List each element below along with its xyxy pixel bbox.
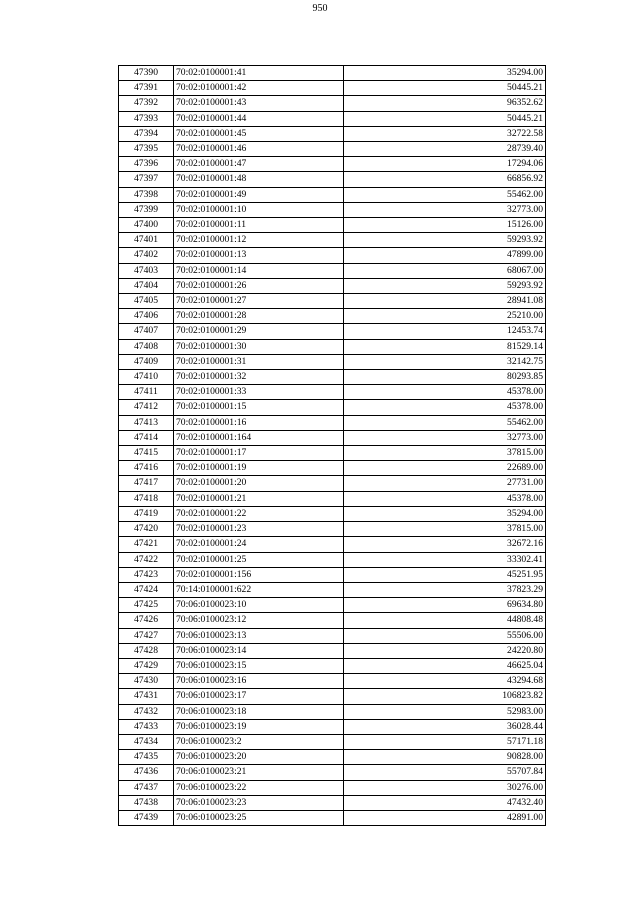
value-cell: 32773.00 (344, 202, 546, 217)
value-cell: 32672.16 (344, 537, 546, 552)
cadastral-number-cell: 70:02:0100001:49 (174, 187, 344, 202)
value-cell: 55506.00 (344, 628, 546, 643)
cadastral-number-cell: 70:14:0100001:622 (174, 582, 344, 597)
cadastral-number-cell: 70:02:0100001:14 (174, 263, 344, 278)
cadastral-number-cell: 70:02:0100001:45 (174, 126, 344, 141)
table-row (119, 567, 546, 582)
page-number: 950 (312, 3, 328, 14)
table-row (119, 400, 546, 415)
table-row (119, 385, 546, 400)
cadastral-number-cell: 70:06:0100023:10 (174, 598, 344, 613)
table-row (119, 598, 546, 613)
row-number-cell: 47418 (119, 491, 174, 506)
table-row (119, 218, 546, 233)
row-number-cell: 47401 (119, 233, 174, 248)
table-row (119, 719, 546, 734)
value-cell: 36028.44 (344, 719, 546, 734)
row-number-cell: 47433 (119, 719, 174, 734)
value-cell: 80293.85 (344, 370, 546, 385)
cadastral-number-cell: 70:02:0100001:44 (174, 111, 344, 126)
value-cell: 32142.75 (344, 354, 546, 369)
row-number-cell: 47426 (119, 613, 174, 628)
cadastral-number-cell: 70:02:0100001:41 (174, 66, 344, 81)
table-row (119, 370, 546, 385)
row-number-cell: 47408 (119, 339, 174, 354)
table-row (119, 309, 546, 324)
value-cell: 12453.74 (344, 324, 546, 339)
table-row (119, 96, 546, 111)
row-number-cell: 47421 (119, 537, 174, 552)
row-number-cell: 47424 (119, 582, 174, 597)
row-number-cell: 47413 (119, 415, 174, 430)
value-cell: 45378.00 (344, 385, 546, 400)
table-row (119, 233, 546, 248)
value-cell: 47899.00 (344, 248, 546, 263)
table-row (119, 476, 546, 491)
cadastral-number-cell: 70:02:0100001:13 (174, 248, 344, 263)
table-row (119, 66, 546, 81)
value-cell: 32773.00 (344, 430, 546, 445)
cadastral-number-cell: 70:02:0100001:164 (174, 430, 344, 445)
table-row (119, 430, 546, 445)
value-cell: 37815.00 (344, 446, 546, 461)
row-number-cell: 47415 (119, 446, 174, 461)
row-number-cell: 47439 (119, 810, 174, 825)
row-number-cell: 47429 (119, 658, 174, 673)
table-row (119, 202, 546, 217)
value-cell: 42891.00 (344, 810, 546, 825)
value-cell: 32722.58 (344, 126, 546, 141)
table-row (119, 111, 546, 126)
row-number-cell: 47437 (119, 780, 174, 795)
table-row (119, 461, 546, 476)
table-row (119, 187, 546, 202)
row-number-cell: 47434 (119, 734, 174, 749)
cadastral-number-cell: 70:02:0100001:23 (174, 522, 344, 537)
cadastral-number-cell: 70:06:0100023:12 (174, 613, 344, 628)
cadastral-number-cell: 70:02:0100001:20 (174, 476, 344, 491)
row-number-cell: 47436 (119, 765, 174, 780)
row-number-cell: 47396 (119, 157, 174, 172)
row-number-cell: 47423 (119, 567, 174, 582)
value-cell: 69634.80 (344, 598, 546, 613)
cadastral-number-cell: 70:06:0100023:18 (174, 704, 344, 719)
cadastral-number-cell: 70:06:0100023:13 (174, 628, 344, 643)
row-number-cell: 47399 (119, 202, 174, 217)
table-row (119, 780, 546, 795)
value-cell: 68067.00 (344, 263, 546, 278)
cadastral-number-cell: 70:02:0100001:10 (174, 202, 344, 217)
row-number-cell: 47398 (119, 187, 174, 202)
table-row (119, 263, 546, 278)
value-cell: 25210.00 (344, 309, 546, 324)
cadastral-number-cell: 70:02:0100001:30 (174, 339, 344, 354)
row-number-cell: 47409 (119, 354, 174, 369)
cadastral-number-cell: 70:06:0100023:20 (174, 750, 344, 765)
table-body (119, 66, 546, 826)
value-cell: 59293.92 (344, 233, 546, 248)
row-number-cell: 47420 (119, 522, 174, 537)
row-number-cell: 47403 (119, 263, 174, 278)
cadastral-number-cell: 70:06:0100023:2 (174, 734, 344, 749)
table-row (119, 613, 546, 628)
cadastral-number-cell: 70:06:0100023:25 (174, 810, 344, 825)
cadastral-number-cell: 70:02:0100001:42 (174, 81, 344, 96)
data-table (118, 65, 546, 826)
cadastral-number-cell: 70:02:0100001:29 (174, 324, 344, 339)
value-cell: 96352.62 (344, 96, 546, 111)
value-cell: 35294.00 (344, 506, 546, 521)
table-row (119, 704, 546, 719)
table-row (119, 552, 546, 567)
row-number-cell: 47395 (119, 142, 174, 157)
table-row (119, 278, 546, 293)
row-number-cell: 47416 (119, 461, 174, 476)
row-number-cell: 47390 (119, 66, 174, 81)
row-number-cell: 47431 (119, 689, 174, 704)
table-row (119, 172, 546, 187)
table-row (119, 157, 546, 172)
cadastral-number-cell: 70:02:0100001:27 (174, 294, 344, 309)
cadastral-number-cell: 70:02:0100001:16 (174, 415, 344, 430)
table-row (119, 354, 546, 369)
table-row (119, 628, 546, 643)
value-cell: 27731.00 (344, 476, 546, 491)
value-cell: 59293.92 (344, 278, 546, 293)
value-cell: 55707.84 (344, 765, 546, 780)
table-row (119, 446, 546, 461)
cadastral-number-cell: 70:02:0100001:26 (174, 278, 344, 293)
row-number-cell: 47417 (119, 476, 174, 491)
row-number-cell: 47402 (119, 248, 174, 263)
row-number-cell: 47405 (119, 294, 174, 309)
row-number-cell: 47422 (119, 552, 174, 567)
value-cell: 81529.14 (344, 339, 546, 354)
value-cell: 37823.29 (344, 582, 546, 597)
cadastral-number-cell: 70:02:0100001:47 (174, 157, 344, 172)
value-cell: 57171.18 (344, 734, 546, 749)
cadastral-number-cell: 70:02:0100001:33 (174, 385, 344, 400)
table-row (119, 643, 546, 658)
cadastral-number-cell: 70:02:0100001:24 (174, 537, 344, 552)
table-row (119, 491, 546, 506)
row-number-cell: 47397 (119, 172, 174, 187)
value-cell: 28739.40 (344, 142, 546, 157)
row-number-cell: 47393 (119, 111, 174, 126)
cadastral-number-cell: 70:06:0100023:17 (174, 689, 344, 704)
table-row (119, 658, 546, 673)
cadastral-number-cell: 70:02:0100001:48 (174, 172, 344, 187)
cadastral-number-cell: 70:06:0100023:22 (174, 780, 344, 795)
value-cell: 52983.00 (344, 704, 546, 719)
row-number-cell: 47406 (119, 309, 174, 324)
cadastral-number-cell: 70:02:0100001:21 (174, 491, 344, 506)
row-number-cell: 47391 (119, 81, 174, 96)
value-cell: 50445.21 (344, 81, 546, 96)
value-cell: 45378.00 (344, 400, 546, 415)
value-cell: 22689.00 (344, 461, 546, 476)
table-row (119, 522, 546, 537)
table-row (119, 537, 546, 552)
table-row (119, 582, 546, 597)
cadastral-number-cell: 70:02:0100001:17 (174, 446, 344, 461)
row-number-cell: 47419 (119, 506, 174, 521)
value-cell: 28941.08 (344, 294, 546, 309)
cadastral-number-cell: 70:02:0100001:22 (174, 506, 344, 521)
table-row (119, 734, 546, 749)
table-row (119, 294, 546, 309)
value-cell: 47432.40 (344, 795, 546, 810)
value-cell: 45378.00 (344, 491, 546, 506)
value-cell: 106823.82 (344, 689, 546, 704)
value-cell: 17294.06 (344, 157, 546, 172)
row-number-cell: 47400 (119, 218, 174, 233)
table-row (119, 750, 546, 765)
row-number-cell: 47404 (119, 278, 174, 293)
cadastral-number-cell: 70:06:0100023:19 (174, 719, 344, 734)
value-cell: 45251.95 (344, 567, 546, 582)
row-number-cell: 47432 (119, 704, 174, 719)
row-number-cell: 47392 (119, 96, 174, 111)
cadastral-number-cell: 70:02:0100001:31 (174, 354, 344, 369)
value-cell: 66856.92 (344, 172, 546, 187)
table-row (119, 142, 546, 157)
cadastral-number-cell: 70:02:0100001:11 (174, 218, 344, 233)
table-row (119, 765, 546, 780)
cadastral-number-cell: 70:02:0100001:32 (174, 370, 344, 385)
value-cell: 50445.21 (344, 111, 546, 126)
value-cell: 44808.48 (344, 613, 546, 628)
value-cell: 35294.00 (344, 66, 546, 81)
value-cell: 55462.00 (344, 187, 546, 202)
value-cell: 30276.00 (344, 780, 546, 795)
value-cell: 90828.00 (344, 750, 546, 765)
value-cell: 15126.00 (344, 218, 546, 233)
value-cell: 24220.80 (344, 643, 546, 658)
cadastral-number-cell: 70:02:0100001:25 (174, 552, 344, 567)
table-row (119, 689, 546, 704)
cadastral-number-cell: 70:02:0100001:19 (174, 461, 344, 476)
table-row (119, 339, 546, 354)
row-number-cell: 47427 (119, 628, 174, 643)
row-number-cell: 47435 (119, 750, 174, 765)
row-number-cell: 47438 (119, 795, 174, 810)
table-row (119, 506, 546, 521)
row-number-cell: 47428 (119, 643, 174, 658)
table-row (119, 415, 546, 430)
cadastral-number-cell: 70:02:0100001:156 (174, 567, 344, 582)
cadastral-number-cell: 70:06:0100023:23 (174, 795, 344, 810)
cadastral-number-cell: 70:06:0100023:16 (174, 674, 344, 689)
cadastral-number-cell: 70:06:0100023:15 (174, 658, 344, 673)
cadastral-number-cell: 70:02:0100001:46 (174, 142, 344, 157)
row-number-cell: 47430 (119, 674, 174, 689)
row-number-cell: 47394 (119, 126, 174, 141)
table-row (119, 795, 546, 810)
table-row (119, 324, 546, 339)
value-cell: 46625.04 (344, 658, 546, 673)
table-row (119, 81, 546, 96)
cadastral-number-cell: 70:02:0100001:28 (174, 309, 344, 324)
cadastral-number-cell: 70:02:0100001:43 (174, 96, 344, 111)
row-number-cell: 47425 (119, 598, 174, 613)
cadastral-number-cell: 70:06:0100023:21 (174, 765, 344, 780)
row-number-cell: 47410 (119, 370, 174, 385)
row-number-cell: 47411 (119, 385, 174, 400)
table-row (119, 126, 546, 141)
row-number-cell: 47407 (119, 324, 174, 339)
value-cell: 43294.68 (344, 674, 546, 689)
table-row (119, 674, 546, 689)
row-number-cell: 47412 (119, 400, 174, 415)
value-cell: 55462.00 (344, 415, 546, 430)
row-number-cell: 47414 (119, 430, 174, 445)
value-cell: 37815.00 (344, 522, 546, 537)
cadastral-number-cell: 70:02:0100001:15 (174, 400, 344, 415)
value-cell: 33302.41 (344, 552, 546, 567)
table-row (119, 810, 546, 825)
cadastral-number-cell: 70:02:0100001:12 (174, 233, 344, 248)
table-row (119, 248, 546, 263)
cadastral-number-cell: 70:06:0100023:14 (174, 643, 344, 658)
